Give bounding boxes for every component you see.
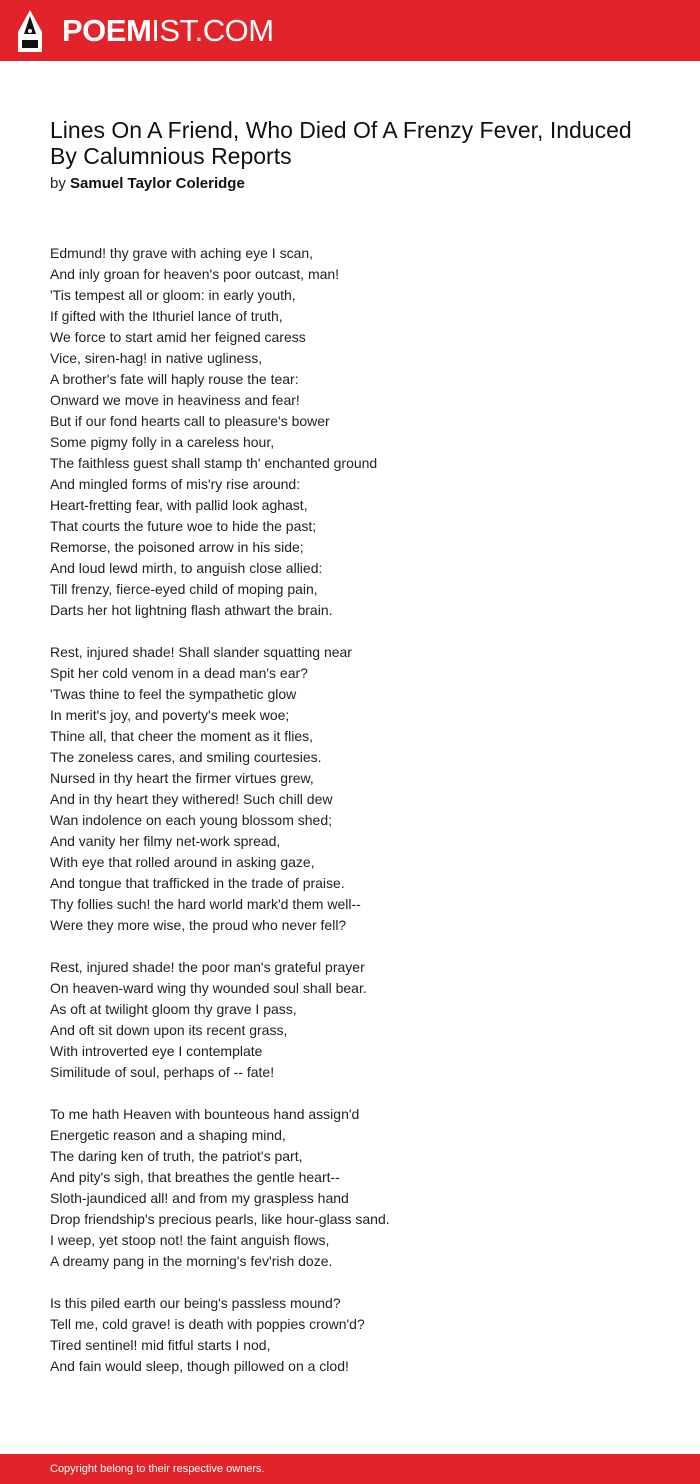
byline <box>50 174 245 194</box>
site-logo[interactable] <box>18 10 274 52</box>
logo-text-bold: POEM <box>62 13 152 48</box>
logo-text-light: IST.COM <box>151 13 274 48</box>
logo-wordmark <box>62 10 274 52</box>
copyright-text: Copyright belong to their respective owners. <box>50 1463 265 1475</box>
poem-title: Lines On A Friend, Who Died Of A Frenzy Fever, Induced By Calumnious Reports <box>50 117 632 169</box>
header-bar <box>0 0 700 61</box>
author-name: Samuel Taylor Coleridge <box>70 175 245 192</box>
pen-nib-icon <box>18 10 42 52</box>
by-label: by <box>50 175 66 192</box>
poem-body: Edmund! thy grave with aching eye I scan, And inly groan for heaven's poor outcast, man! 'Tis tempest all or gloom: in early youth, If gifted with the Ithuriel lance of truth, We force to start amid her feigned caress Vice, siren-hag! in native ugliness, A brother's fate will haply rouse the tear: Onward we move in heaviness and fear! But if our fond hearts call to pleasure's bower Some pigmy folly in a careless hour, The faithless guest shall stamp th' enchanted ground And mingled forms of mis'ry rise around: Heart-fretting fear, with pallid look aghast, That courts the future woe to hide the past; Remorse, the poisoned arrow in his side; And loud lewd mirth, to anguish close allied: Till frenzy, fierce-eyed child of moping pain, Darts her hot lightning flash athwart the brain. Rest, injured shade! Shall slander squatting near Spit her cold venom in a dead man's ear? 'Twas thine to feel the sympathetic glow In merit's joy, and poverty's meek woe; Thine all, that cheer the moment as it flies, The zoneless cares, and smiling courtesies. Nursed in thy heart the firmer virtues grew, And in thy heart they withered! Such chill dew Wan indolence on each young blossom shed; And vanity her filmy net-work spread, With eye that rolled around in asking gaze, And tongue that trafficked in the trade of praise. Thy follies such! the hard world mark'd them well-- Were they more wise, the proud who never fell? Rest, injured shade! the poor man's grateful prayer On heaven-ward wing thy wounded soul shall bear. As oft at twilight gloom thy grave I pass, And oft sit down upon its recent grass, With introverted eye I contemplate Similitude of soul, perhaps of -- fate! To me hath Heaven with bounteous hand assign'd Energetic reason and a shaping mind, The daring ken of truth, the patriot's part, And pity's sigh, that breathes the gentle heart-- Sloth-jaundiced all! and from my graspless hand Drop friendship's precious pearls, like hour-glass sand. I weep, yet stoop not! the faint anguish flows, A dreamy pang in the morning's fev'rish doze. Is this piled earth our being's passless mound? Tell me, cold grave! is death with poppies crown'd? Tired sentinel! mid fitful starts I nod, And fain would sleep, though pillowed on a clod! <box>50 245 390 1374</box>
footer-bar <box>0 1454 700 1484</box>
